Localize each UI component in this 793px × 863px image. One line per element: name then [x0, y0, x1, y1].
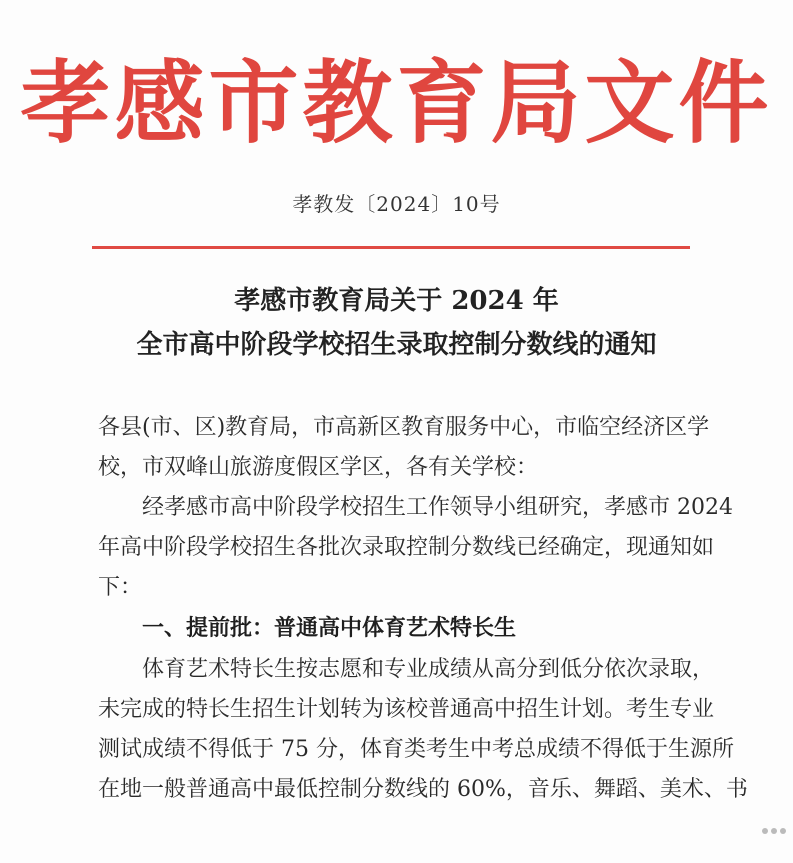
body-line-section1-3: 测试成绩不得低于 75 分，体育类考生中考总成绩不得低于生源所 [98, 737, 734, 762]
dot-icon [780, 828, 786, 834]
document-number: 孝教发〔2024〕10号 [292, 192, 501, 216]
dot-icon [762, 828, 768, 834]
body-line-addressees-1: 各县(市、区)教育局，市高新区教育服务中心，市临空经济区学 [98, 415, 710, 440]
body-line-intro-3: 下： [98, 575, 143, 600]
notice-title-line-1: 孝感市教育局关于 2024 年 [234, 286, 559, 316]
body-line-intro-1: 经孝感市高中阶段学校招生工作领导小组研究，孝感市 2024 [98, 495, 733, 520]
red-divider-line [92, 246, 690, 249]
body-line-section1-1: 体育艺术特长生按志愿和专业成绩从高分到低分依次录取， [98, 657, 715, 682]
dot-icon [771, 828, 777, 834]
body-line-intro-2: 年高中阶段学校招生各批次录取控制分数线已经确定，现通知如 [98, 535, 715, 560]
body-line-section1-4: 在地一般普通高中最低控制分数线的 60%，音乐、舞蹈、美术、书 [98, 777, 748, 802]
document-header-title: 孝感市教育局文件 [20, 50, 773, 156]
body-line-section1-2: 未完成的特长生招生计划转为该校普通高中招生计划。考生专业 [98, 697, 715, 722]
more-options-icon[interactable] [762, 826, 792, 836]
section-heading-early-batch: 一、提前批：普通高中体育艺术特长生 [98, 615, 517, 641]
body-line-addressees-2: 校，市双峰山旅游度假区学区，各有关学校： [98, 455, 539, 480]
notice-title-line-2: 全市高中阶段学校招生录取控制分数线的通知 [136, 330, 657, 360]
